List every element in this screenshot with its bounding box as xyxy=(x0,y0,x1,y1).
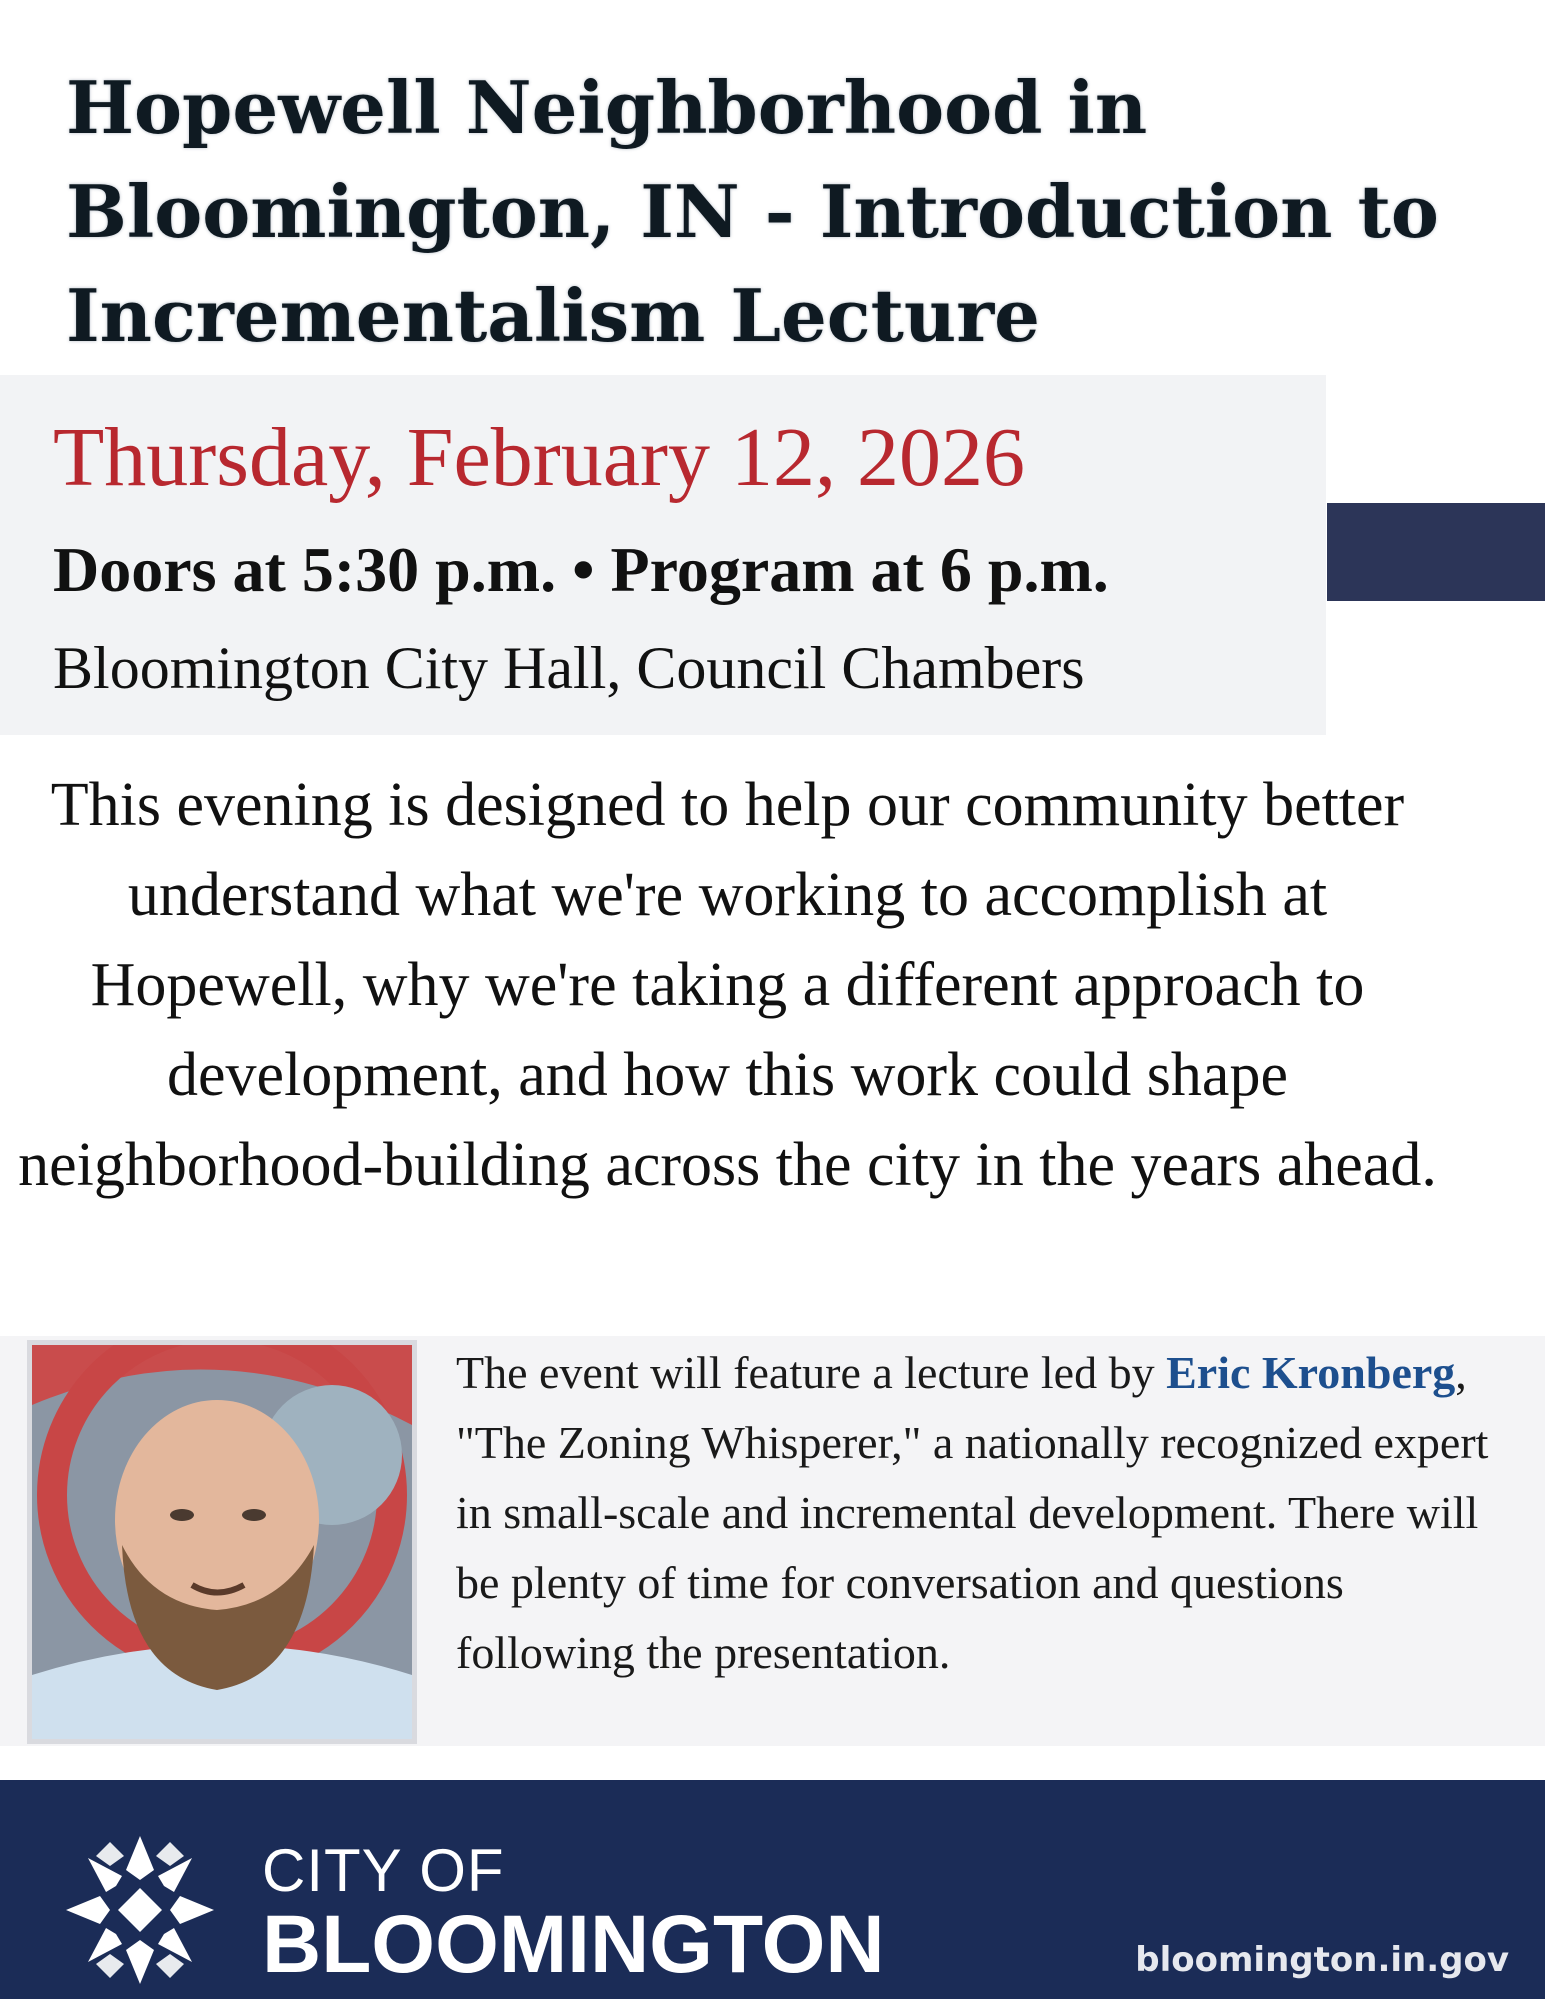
event-times: Doors at 5:30 p.m. • Program at 6 p.m. xyxy=(53,534,1109,605)
event-title: Hopewell Neighborhood in Bloomington, IN - Introduction to Incrementalism Lecture xyxy=(66,65,1439,358)
speaker-name-link[interactable]: Eric Kronberg xyxy=(1166,1347,1456,1398)
speaker-bio-details: , "The Zoning Whisperer," a nationally recognized expert in small-scale and incremental development. There will be plenty of time for conversation and questions following the presentation. xyxy=(456,1347,1489,1678)
snowflake-quilt-icon xyxy=(40,1830,240,1990)
speaker-bio-intro: The event will feature a lecture led by xyxy=(456,1347,1167,1398)
event-venue: Bloomington City Hall, Council Chambers xyxy=(53,635,1085,701)
speaker-photo-image xyxy=(32,1345,412,1739)
logo-text-city-of: CITY OF xyxy=(262,1837,505,1904)
website-link[interactable]: bloomington.in.gov xyxy=(1135,1940,1509,1980)
accent-bar xyxy=(1327,503,1545,601)
footer-banner xyxy=(0,1780,1545,1999)
speaker-bio xyxy=(456,1338,1526,1688)
speaker-photo xyxy=(27,1340,417,1744)
logo-text-bloomington: BLOOMINGTON xyxy=(262,1899,885,1990)
event-description: This evening is designed to help our community better understand what we're working to accomplish at Hopewell, why we're taking a different approach to development, and how this work could shape neighborhood-building across the city in the years ahead. xyxy=(18,771,1437,1199)
event-date: Thursday, February 12, 2026 xyxy=(53,411,1026,504)
